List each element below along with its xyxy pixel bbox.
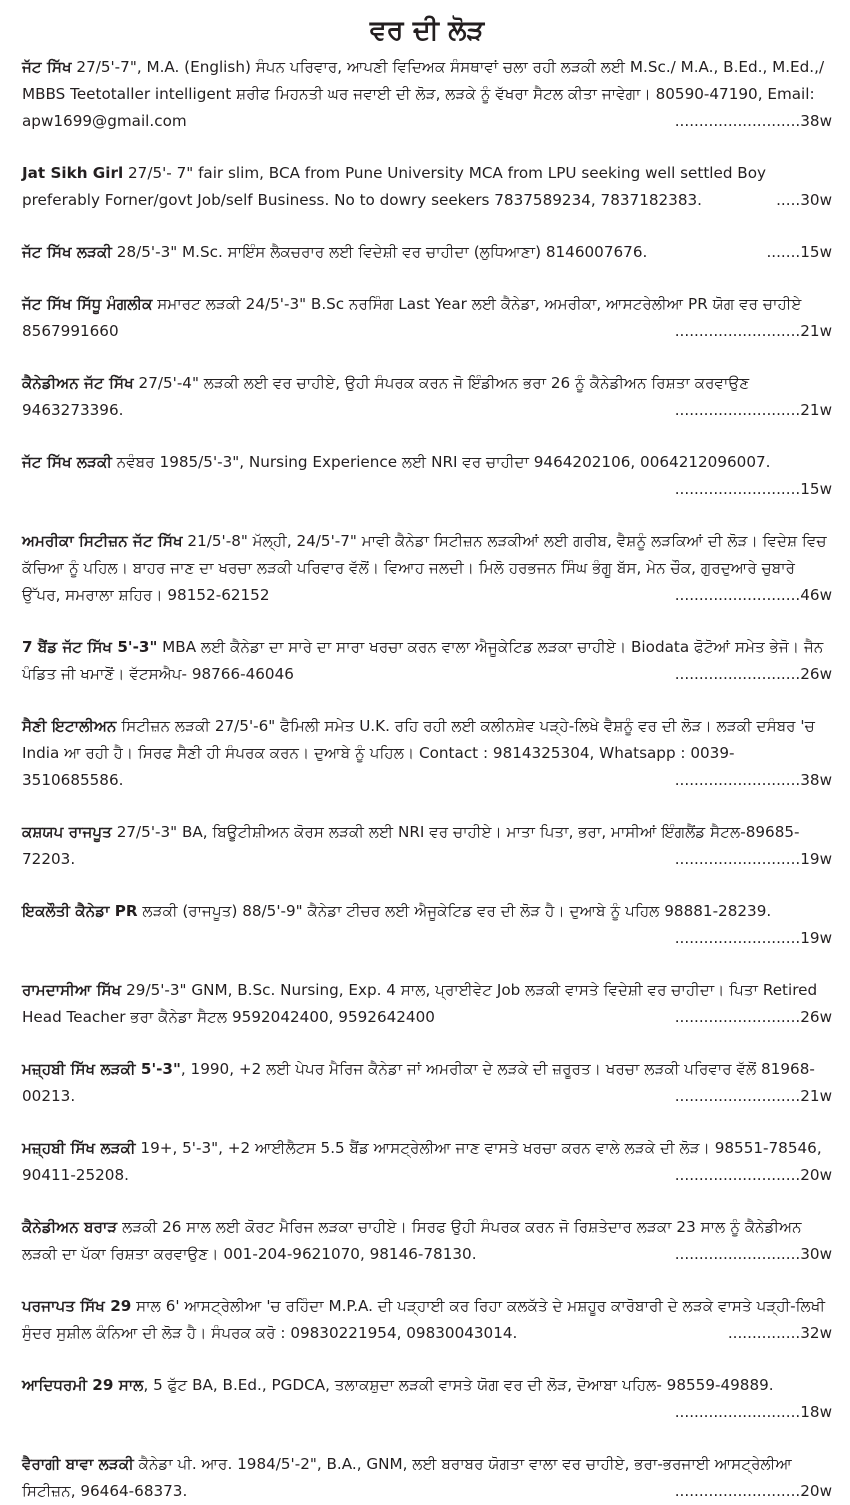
ad-code: ..........................21w <box>674 322 832 340</box>
ad-code: ..........................19w <box>674 929 832 947</box>
ad-item <box>22 370 832 424</box>
ad-item <box>22 819 832 873</box>
ad-item <box>22 1372 832 1426</box>
ad-item <box>22 528 832 609</box>
ad-item <box>22 634 832 688</box>
ad-headline: ਮਜ਼੍ਹਬੀ ਸਿੱਖ ਲੜਕੀ 5'-3" <box>22 1060 181 1078</box>
ad-text: ਨਵੰਬਰ 1985/5'-3", Nursing Experience ਲਈ NRI ਵਰ ਚਾਹੀਦਾ 9464202106, 0064212096007. <box>111 453 771 471</box>
ad-text: 28/5'-3" M.Sc. ਸਾਇੰਸ ਲੈਕਚਰਾਰ ਲਈ ਵਿਦੇਸ਼ੀ ਵਰ ਚਾਹੀਦਾ (ਲੁਧਿਆਣਾ) 8146007676. <box>111 243 648 261</box>
ad-item <box>22 1293 832 1347</box>
ad-text: 21/5'-8" ਮੱਲ੍ਹੀ, 24/5'-7" ਮਾਵੀ ਕੈਨੇਡਾ ਸਿਟੀਜ਼ਨ ਲੜਕੀਆਂ ਲਈ ਗਰੀਬ, ਵੈਸ਼ਨੂੰ ਲੜਕਿਆਂ ਦੀ ਲੋੜ। ਵਿਦੇਸ਼ ਵਿਚ ਕੱਚਿਆ ਨੂੰ ਪਹਿਲ। ਬਾਹਰ ਜਾਣ ਦਾ ਖਰਚਾ ਲੜਕੀ ਪਰਿਵਾਰ ਵੱਲੋਂ। ਵਿਆਹ ਜਲਦੀ। ਮਿਲੋ ਹਰਭਜਨ ਸਿੰਘ ਭੰਗੂ ਬੱਸ, ਮੇਨ ਚੌਕ, ਗੁਰਦੁਆਰੇ ਚੁਬਾਰੇ ਉੱਪਰ, ਸਮਰਾਲਾ ਸ਼ਹਿਰ। 98152-62152 <box>22 532 827 604</box>
ad-code: ..........................18w <box>674 1403 832 1421</box>
ad-text: ਲੜਕੀ (ਰਾਜਪੂਤ) 88/5'-9" ਕੈਨੇਡਾ ਟੀਚਰ ਲਈ ਐਜੂਕੇਟਿਡ ਵਰ ਦੀ ਲੋੜ ਹੈ। ਦੁਆਬੇ ਨੂੰ ਪਹਿਲ 98881-28239. <box>137 902 772 920</box>
ad-headline: ਜੱਟ ਸਿੱਖ ਲੜਕੀ <box>22 453 112 471</box>
ad-text: MBA ਲਈ ਕੈਨੇਡਾ ਦਾ ਸਾਰੇ ਦਾ ਸਾਰਾ ਖਰਚਾ ਕਰਨ ਵਾਲਾ ਐਜੂਕੇਟਿਡ ਲੜਕਾ ਚਾਹੀਏ। Biodata ਫੋਟੋਆਂ ਸਮੇਤ ਭੇਜੋ। ਜੈਨ ਪੰਡਿਤ ਜੀ ਖਮਾਣੋਂ। ਵੱਟਸਐਪ- 98766-46046 <box>22 638 824 683</box>
ad-code: .......15w <box>766 243 832 261</box>
ad-text: 27/5'- 7" fair slim, BCA from Pune University MCA from LPU seeking well settled Boy preferably Forner/govt Job/self Business. No to dowry seekers 7837589234, 7837182383. <box>22 164 767 209</box>
ad-text: 27/5'-4" ਲੜਕੀ ਲਈ ਵਰ ਚਾਹੀਏ, ਉਹੀ ਸੰਪਰਕ ਕਰਨ ਜੋ ਇੰਡੀਅਨ ਭਰਾ 26 ਨੂੰ ਕੈਨੇਡੀਅਨ ਰਿਸ਼ਤਾ ਕਰਵਾਉਣ 9463273396. <box>22 374 750 419</box>
ad-code: ..........................19w <box>674 850 832 868</box>
section-heading: ਵਰ ਦੀ ਲੋੜ <box>369 15 485 46</box>
ad-code: ..........................38w <box>674 112 832 130</box>
ad-item <box>22 449 832 503</box>
ad-text: 27/5'-3" BA, ਬਿਊਟੀਸ਼ੀਅਨ ਕੋਰਸ ਲੜਕੀ ਲਈ NRI ਵਰ ਚਾਹੀਏ। ਮਾਤਾ ਪਿਤਾ, ਭਰਾ, ਮਾਸੀਆਂ ਇੰਗਲੈਂਡ ਸੈਟਲ-89685-72203. <box>22 823 800 868</box>
ad-headline: ਅਮਰੀਕਾ ਸਿਟੀਜ਼ਨ ਜੱਟ ਸਿੱਖ <box>22 532 183 550</box>
ad-headline: ਕੈਨੇਡੀਅਨ ਬਰਾੜ <box>22 1218 118 1236</box>
ad-headline: ਵੈਰਾਗੀ ਬਾਵਾ ਲੜਕੀ <box>22 1455 134 1473</box>
ad-headline: ਪਰਜਾਪਤ ਸਿੱਖ 29 <box>22 1297 132 1315</box>
ads-list <box>22 54 832 1505</box>
ad-code: ..........................20w <box>674 1482 832 1500</box>
ad-text: ਸਮਾਰਟ ਲੜਕੀ 24/5'-3" B.Sc ਨਰਸਿੰਗ Last Year ਲਈ ਕੈਨੇਡਾ, ਅਮਰੀਕਾ, ਆਸਟਰੇਲੀਆ PR ਯੋਗ ਵਰ ਚਾਹੀਏ 8567991660 <box>22 295 802 340</box>
ad-headline: ਸੈਣੀ ਇਟਾਲੀਅਨ <box>22 717 117 735</box>
ad-text: 19+, 5'-3", +2 ਆਈਲੈਟਸ 5.5 ਬੈਂਡ ਆਸਟ੍ਰੇਲੀਆ ਜਾਣ ਵਾਸਤੇ ਖਰਚਾ ਕਰਨ ਵਾਲੇ ਲੜਕੇ ਦੀ ਲੋੜ। 98551-78546, 90411-25208. <box>22 1139 822 1184</box>
ad-headline: ਆਦਿਧਰਮੀ 29 ਸਾਲ <box>22 1376 144 1394</box>
ad-text: , 1990, +2 ਲਈ ਪੇਪਰ ਮੈਰਿਜ ਕੈਨੇਡਾ ਜਾਂ ਅਮਰੀਕਾ ਦੇ ਲੜਕੇ ਦੀ ਜ਼ਰੂਰਤ। ਖਰਚਾ ਲੜਕੀ ਪਰਿਵਾਰ ਵੱਲੋਂ 81968-00213. <box>22 1060 815 1105</box>
ad-headline: ਰਾਮਦਾਸੀਆ ਸਿੱਖ <box>22 981 122 999</box>
ad-headline: ਜੱਟ ਸਿੱਖ ਸਿੱਧੂ ਮੰਗਲੀਕ <box>22 295 153 313</box>
ad-text: ਸਿਟੀਜ਼ਨ ਲੜਕੀ 27/5'-6" ਫੈਮਿਲੀ ਸਮੇਤ U.K. ਰਹਿ ਰਹੀ ਲਈ ਕਲੀਨਸ਼ੇਵ ਪੜ੍ਹੇ-ਲਿਖੇ ਵੈਸ਼ਨੂੰ ਵਰ ਦੀ ਲੋੜ। ਲੜਕੀ ਦਸੰਬਰ 'ਚ India ਆ ਰਹੀ ਹੈ। ਸਿਰਫ ਸੈਣੀ ਹੀ ਸੰਪਰਕ ਕਰਨ। ਦੁਆਬੇ ਨੂੰ ਪਹਿਲ। Contact : 9814325304, Whatsapp : 0039-3510685586. <box>22 717 815 789</box>
ad-text: ਸਾਲ 6' ਆਸਟ੍ਰੇਲੀਆ 'ਚ ਰਹਿੰਦਾ M.P.A. ਦੀ ਪੜ੍ਹਾਈ ਕਰ ਰਿਹਾ ਕਲਕੱਤੇ ਦੇ ਮਸ਼ਹੂਰ ਕਾਰੋਬਾਰੀ ਦੇ ਲੜਕੇ ਵਾਸਤੇ ਪੜ੍ਹੀ-ਲਿਖੀ ਸੁੰਦਰ ਸੁਸ਼ੀਲ ਕੰਨਿਆ ਦੀ ਲੋੜ ਹੈ। ਸੰਪਰਕ ਕਰੋ : 09830221954, 09830043014. <box>22 1297 826 1342</box>
ad-headline: ਜੱਟ ਸਿੱਖ <box>22 58 72 76</box>
ad-code: ..........................20w <box>674 1166 832 1184</box>
ad-headline: ਕੈਨੇਡੀਅਨ ਜੱਟ ਸਿੱਖ <box>22 374 134 392</box>
ad-item <box>22 1056 832 1110</box>
ad-text: , 5 ਫੁੱਟ BA, B.Ed., PGDCA, ਤਲਾਕਸ਼ੁਦਾ ਲੜਕੀ ਵਾਸਤੇ ਯੋਗ ਵਰ ਦੀ ਲੋੜ, ਦੋਆਬਾ ਪਹਿਲ- 98559-49889. <box>143 1376 774 1394</box>
ad-item <box>22 1214 832 1268</box>
ad-code: ..........................46w <box>674 586 832 604</box>
ad-headline: ਮਜ਼੍ਹਬੀ ਸਿੱਖ ਲੜਕੀ <box>22 1139 136 1157</box>
ad-headline: ਜੱਟ ਸਿੱਖ ਲੜਕੀ <box>22 243 112 261</box>
ad-headline: ਇਕਲੌਤੀ ਕੈਨੇਡਾ PR <box>22 902 138 920</box>
ad-item <box>22 713 832 794</box>
ad-item <box>22 1135 832 1189</box>
ad-text: 27/5'-7", M.A. (English) ਸੰਪਨ ਪਰਿਵਾਰ, ਆਪਣੀ ਵਿਦਿਅਕ ਸੰਸਥਾਵਾਂ ਚਲਾ ਰਹੀ ਲੜਕੀ ਲਈ M.Sc./ M.A., B.Ed., M.Ed.,/ MBBS Teetotaller intelligent ਸ਼ਰੀਫ ਮਿਹਨਤੀ ਘਰ ਜਵਾਈ ਦੀ ਲੋੜ, ਲੜਕੇ ਨੂੰ ਵੱਖਰਾ ਸੈਟਲ ਕੀਤਾ ਜਾਵੇਗਾ। 80590-47190, Email: apw1699@gmail.com <box>22 58 825 130</box>
ad-headline: Jat Sikh Girl <box>22 164 124 182</box>
ad-item <box>22 898 832 952</box>
ad-headline: ਕਸ਼ਯਪ ਰਾਜਪੂਤ <box>22 823 112 841</box>
ad-headline: 7 ਬੈਂਡ ਜੱਟ ਸਿੱਖ 5'-3" <box>22 638 158 656</box>
ad-item <box>22 977 832 1031</box>
ad-code: ...............32w <box>727 1324 832 1342</box>
ad-item <box>22 54 832 135</box>
ad-code: ..........................30w <box>674 1245 832 1263</box>
ad-code: ..........................26w <box>674 665 832 683</box>
ad-code: ..........................21w <box>674 401 832 419</box>
ad-code: .....30w <box>776 191 832 209</box>
ad-item <box>22 291 832 345</box>
ad-code: ..........................21w <box>674 1087 832 1105</box>
ad-text: ਕੈਨੇਡਾ ਪੀ. ਆਰ. 1984/5'-2", B.A., GNM, ਲਈ ਬਰਾਬਰ ਯੋਗਤਾ ਵਾਲਾ ਵਰ ਚਾਹੀਏ, ਭਰਾ-ਭਰਜਾਈ ਆਸਟ੍ਰੇਲੀਆ ਸਿਟੀਜ਼ਨ, 96464-68373. <box>22 1455 792 1500</box>
ad-item <box>22 1451 832 1505</box>
ad-code: ..........................15w <box>674 480 832 498</box>
ad-text: 29/5'-3" GNM, B.Sc. Nursing, Exp. 4 ਸਾਲ, ਪ੍ਰਾਈਵੇਟ Job ਲੜਕੀ ਵਾਸਤੇ ਵਿਦੇਸ਼ੀ ਵਰ ਚਾਹੀਦਾ। ਪਿਤਾ Retired Head Teacher ਭਰਾ ਕੈਨੇਡਾ ਸੈਟਲ 9592042400, 9592642400 <box>22 981 818 1026</box>
ad-item <box>22 239 832 266</box>
ad-text: ਲੜਕੀ 26 ਸਾਲ ਲਈ ਕੋਰਟ ਮੈਰਿਜ ਲੜਕਾ ਚਾਹੀਏ। ਸਿਰਫ ਉਹੀ ਸੰਪਰਕ ਕਰਨ ਜੋ ਰਿਸ਼ਤੇਦਾਰ ਲੜਕਾ 23 ਸਾਲ ਨੂੰ ਕੈਨੇਡੀਅਨ ਲੜਕੀ ਦਾ ਪੱਕਾ ਰਿਸ਼ਤਾ ਕਰਵਾਉਣ। 001-204-9621070, 98146-78130. <box>22 1218 802 1263</box>
ad-code: ..........................26w <box>674 1008 832 1026</box>
ad-code: ..........................38w <box>674 771 832 789</box>
ad-item <box>22 160 832 214</box>
